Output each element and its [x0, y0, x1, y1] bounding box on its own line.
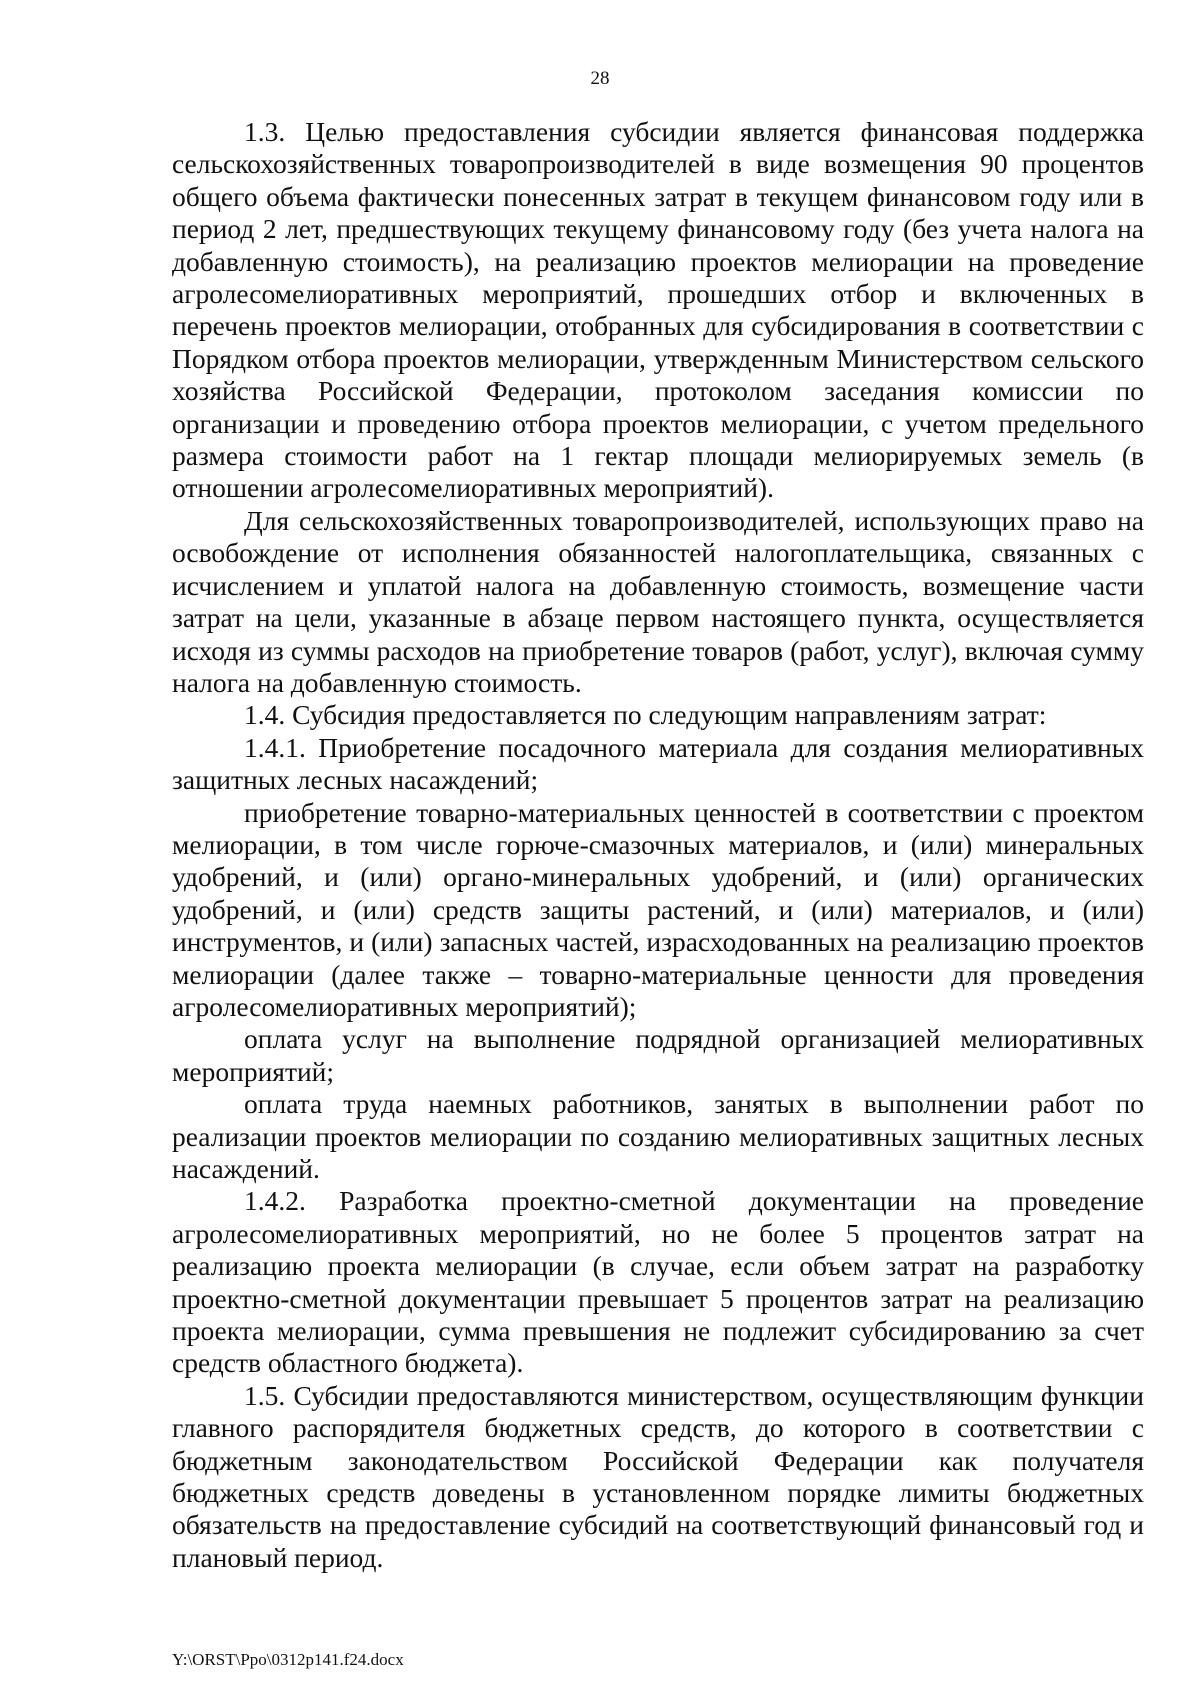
document-body	[172, 116, 1144, 1574]
paragraph-contractor-services: оплата услуг на выполнение подрядной организацией мелиоративных мероприятий;	[172, 1023, 1144, 1087]
paragraph-1-5: 1.5. Субсидии предоставляются министерством, осуществляющим функции главного распорядителя бюджетных средств, до которого в соответствии с бюджетным законодательством Российской Федерации как получателя бюджетных средств доведены в установленном порядке лимиты бюджетных обязательств на предоставление субсидий на соответствующий финансовый год и плановый период.	[172, 1379, 1144, 1573]
paragraph-labor: оплата труда наемных работников, занятых в выполнении работ по реализации проектов мелиорации по созданию мелиоративных защитных лесных насаждений.	[172, 1088, 1144, 1184]
paragraph-vat-exemption: Для сельскохозяйственных товаропроизводителей, использующих право на освобождение от исполнения обязанностей налогоплательщика, связанных с исчислением и уплатой налога на добавленную стоимость, возмещение части затрат на цели, указанные в абзаце первом настоящего пункта, осуществляется исходя из суммы расходов на приобретение товаров (работ, услуг), включая сумму налога на добавленную стоимость.	[172, 504, 1144, 698]
paragraph-materials: приобретение товарно-материальных ценностей в соответствии с проектом мелиорации, в том числе горюче-смазочных материалов, и (или) минеральных удобрений, и (или) органо-минеральных удобрений, и (или) органических удобрений, и (или) средств защиты растений, и (или) материалов, и (или) инструментов, и (или) запасных частей, израсходованных на реализацию проектов мелиорации (далее также – товарно-материальные ценности для проведения агролесомелиоративных мероприятий);	[172, 796, 1144, 1022]
paragraph-1-4-1: 1.4.1. Приобретение посадочного материала для создания мелиоративных защитных лесных насаждений;	[172, 731, 1144, 796]
paragraph-1-4: 1.4. Субсидия предоставляется по следующим направлениям затрат:	[244, 699, 1047, 731]
paragraph-1-3: 1.3. Целью предоставления субсидии является финансовая поддержка сельскохозяйственных товаропроизводителей в виде возмещения 90 процентов общего объема фактически понесенных затрат в текущем финансовом году или в период 2 лет, предшествующих текущему финансовому году (без учета налога на добавленную стоимость), на реализацию проектов мелиорации на проведение агролесомелиоративных мероприятий, прошедших отбор и включенных в перечень проектов мелиорации, отобранных для субсидирования в соответствии с Порядком отбора проектов мелиорации, утвержденным Министерством сельского хозяйства Российской Федерации, протоколом заседания комиссии по организации и проведению отбора проектов мелиорации, с учетом предельного размера стоимости работ на 1 гектар площади мелиорируемых земель (в отношении агролесомелиоративных мероприятий).	[172, 116, 1144, 504]
page-number: 28	[590, 68, 610, 89]
footer-file-path: Y:\ORST\Ppo\0312p141.f24.docx	[172, 1650, 404, 1669]
paragraph-1-4-2: 1.4.2. Разработка проектно-сметной документации на проведение агролесомелиоративных мероприятий, но не более 5 процентов затрат на реализацию проекта мелиорации (в случае, если объем затрат на разработку проектно-сметной документации превышает 5 процентов затрат на реализацию проекта мелиорации, сумма превышения не подлежит субсидированию за счет средств областного бюджета).	[172, 1185, 1144, 1379]
